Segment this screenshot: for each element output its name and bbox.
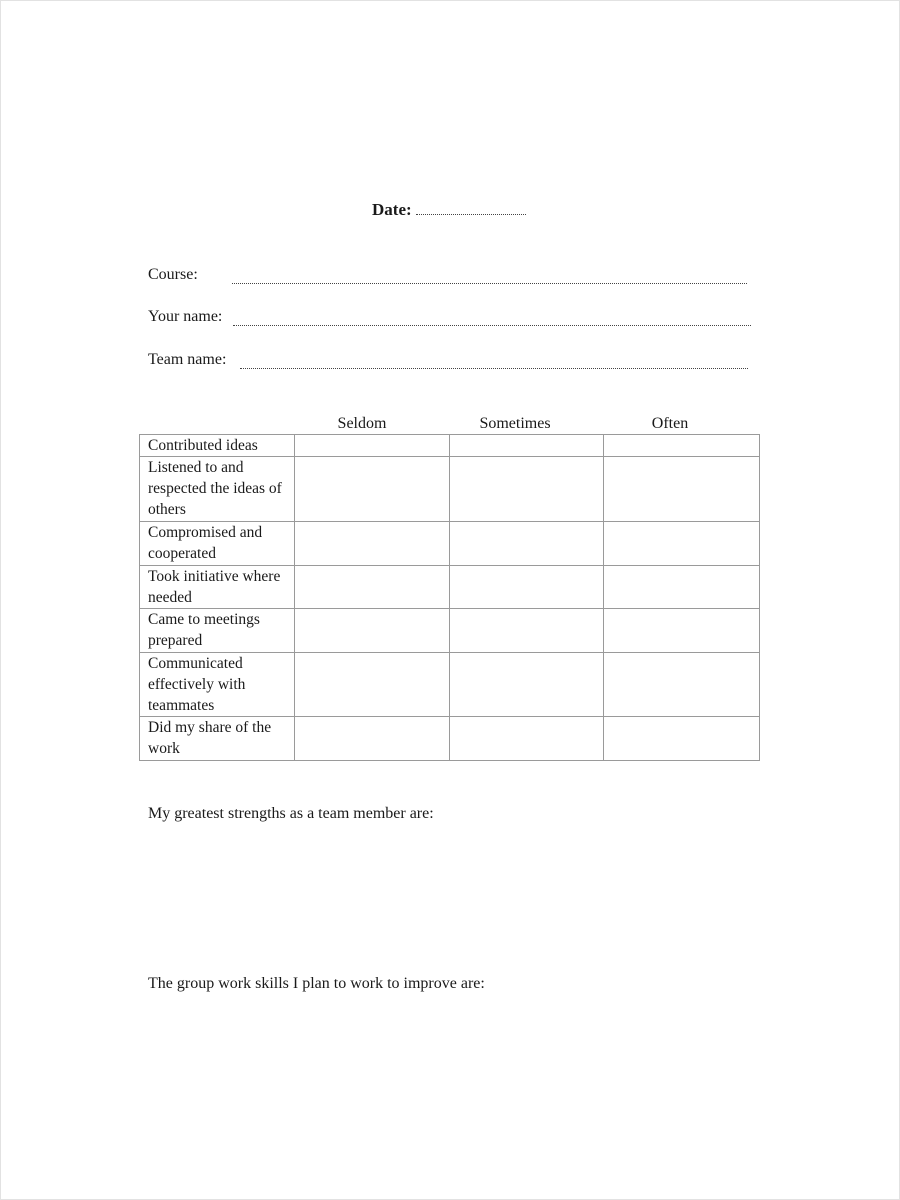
column-header-sometimes: Sometimes: [479, 415, 551, 432]
rating-cell-seldom[interactable]: [295, 435, 450, 457]
column-header-often: Often: [651, 415, 689, 432]
improve-prompt: The group work skills I plan to work to improve are:: [148, 975, 485, 992]
rating-cell-often[interactable]: [604, 457, 760, 522]
table-row: [140, 457, 760, 522]
table-row: [140, 609, 760, 653]
rating-cell-often[interactable]: [604, 609, 760, 653]
table-row: [140, 717, 760, 761]
rating-cell-seldom[interactable]: [295, 717, 450, 761]
rating-cell-sometimes[interactable]: [450, 457, 604, 522]
rating-cell-seldom[interactable]: [295, 522, 450, 566]
row-label: Listened to and respected the ideas of others: [140, 457, 295, 522]
team-name-label: Team name:: [148, 351, 227, 368]
course-label: Course:: [148, 266, 198, 283]
date-label: Date:: [372, 200, 412, 219]
table-row: [140, 566, 760, 609]
rating-cell-sometimes[interactable]: [450, 522, 604, 566]
rating-cell-seldom[interactable]: [295, 609, 450, 653]
rating-cell-seldom[interactable]: [295, 457, 450, 522]
rating-cell-often[interactable]: [604, 566, 760, 609]
rating-cell-often[interactable]: [604, 717, 760, 761]
table-row: [140, 522, 760, 566]
rating-cell-often[interactable]: [604, 653, 760, 717]
row-label: Contributed ideas: [140, 435, 295, 457]
rating-cell-sometimes[interactable]: [450, 653, 604, 717]
your-name-blank-line[interactable]: [233, 325, 751, 326]
rating-cell-sometimes[interactable]: [450, 435, 604, 457]
date-blank-line[interactable]: [416, 200, 526, 215]
row-label: Communicated effectively with teammates: [140, 653, 295, 717]
team-name-blank-line[interactable]: [240, 368, 748, 369]
rating-cell-sometimes[interactable]: [450, 566, 604, 609]
table-row: [140, 435, 760, 457]
table-row: [140, 653, 760, 717]
rating-cell-often[interactable]: [604, 522, 760, 566]
row-label: Took initiative where needed: [140, 566, 295, 609]
rating-cell-often[interactable]: [604, 435, 760, 457]
rating-cell-sometimes[interactable]: [450, 609, 604, 653]
row-label: Compromised and cooperated: [140, 522, 295, 566]
column-header-seldom: Seldom: [337, 415, 387, 432]
rating-cell-sometimes[interactable]: [450, 717, 604, 761]
ratings-table: [139, 434, 760, 761]
rating-cell-seldom[interactable]: [295, 653, 450, 717]
row-label: Did my share of the work: [140, 717, 295, 761]
rating-cell-seldom[interactable]: [295, 566, 450, 609]
date-field: [372, 200, 526, 220]
strengths-prompt: My greatest strengths as a team member are:: [148, 805, 434, 822]
your-name-label: Your name:: [148, 308, 223, 325]
course-blank-line[interactable]: [232, 283, 747, 284]
row-label: Came to meetings prepared: [140, 609, 295, 653]
